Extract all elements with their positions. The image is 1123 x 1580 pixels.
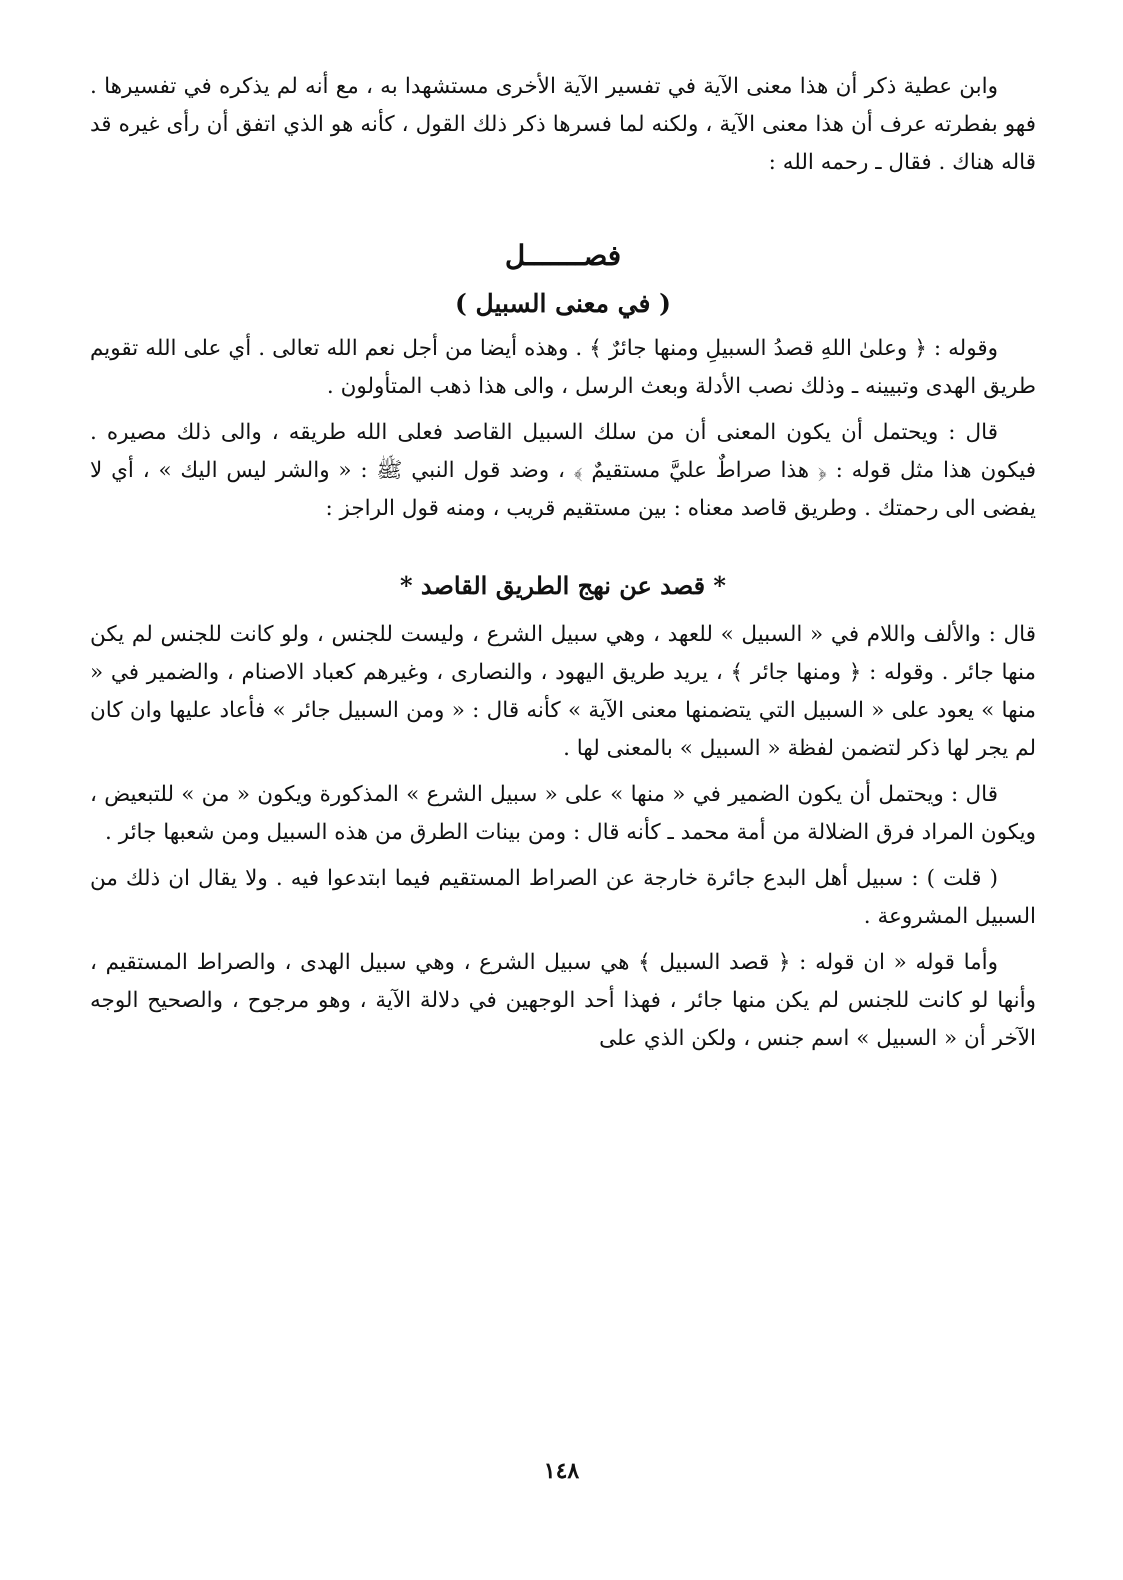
intro-paragraph: وابن عطية ذكر أن هذا معنى الآية في تفسير الآية الأخرى مستشهدا به ، مع أنه لم يذكره في تفسيرها . فهو بفطرته عرف أن هذا معنى الآية ، ولكنه لما فسرها ذكر ذلك القول ، كأنه هو الذي اتفق أن رأى غيره قد قاله هناك . فقال ـ رحمه الله :: [90, 74, 1036, 175]
paragraph-6: وأما قوله « ان قوله : ﴿ قصد السبيل ﴾ هي سبيل الشرع ، وهي سبيل الهدى ، والصراط المستقيم ، وأنها لو كانت للجنس لم يكن منها جائر ، فهذا أحد الوجهين في دلالة الآية ، وهو مرجوح ، والصحيح الوجه الآخر أن « السبيل » اسم جنس ، ولكن الذي على: [90, 950, 1036, 1051]
paragraph-1: وقوله : ﴿ وعلىٰ اللهِ قصدُ السبيلِ ومنها جائرٌ ﴾ . وهذه أيضا من أجل نعم الله تعالى . أي على الله تقويم طريق الهدى وتبيينه ـ وذلك نصب الأدلة وبعث الرسل ، والى هذا ذهب المتأولون .: [90, 336, 1036, 399]
verse-heading: * قصد عن نهج الطريق القاصد *: [400, 571, 726, 600]
document-page: [90, 68, 1036, 1518]
paragraph-2: قال : ويحتمل أن يكون المعنى أن من سلك السبيل القاصد فعلى الله طريقه ، والى ذلك مصيره . فيكون هذا مثل قوله : ﴿ هذا صراطٌ عليَّ مستقيمٌ ﴾ ، وضد قول النبي ﷺ : « والشر ليس اليك » ، أي لا يفضى الى رحمتك . وطريق قاصد معناه : بين مستقيم قريب ، ومنه قول الراجز :: [90, 420, 1036, 521]
section-title: فصـــــــل: [504, 239, 622, 272]
paragraph-5: ( قلت ) : سبيل أهل البدع جائرة خارجة عن الصراط المستقيم فيما ابتدعوا فيه . ولا يقال ان ذلك من السبيل المشروعة .: [90, 866, 1036, 929]
section-subtitle: ( في معنى السبيل ): [455, 289, 671, 318]
paragraph-3: قال : والألف واللام في « السبيل » للعهد ، وهي سبيل الشرع ، وليست للجنس ، ولو كانت للجنس لم يكن منها جائر . وقوله : ﴿ ومنها جائر ﴾ ، يريد طريق اليهود ، والنصارى ، وغيرهم كعباد الاصنام ، والضمير في « منها » يعود على « السبيل التي يتضمنها معنى الآية » كأنه قال : « ومن السبيل جائر » فأعاد عليها وان كان لم يجر لها ذكر لتضمن لفظة « السبيل » بالمعنى لها .: [90, 622, 1036, 761]
page-number: ١٤٨: [543, 1458, 580, 1484]
paragraph-4: قال : ويحتمل أن يكون الضمير في « منها » على « سبيل الشرع » المذكورة ويكون « من » للتبعيض ، ويكون المراد فرق الضلالة من أمة محمد ـ كأنه قال : ومن بينات الطرق من هذه السبيل ومن شعبها جائر .: [90, 782, 1036, 845]
